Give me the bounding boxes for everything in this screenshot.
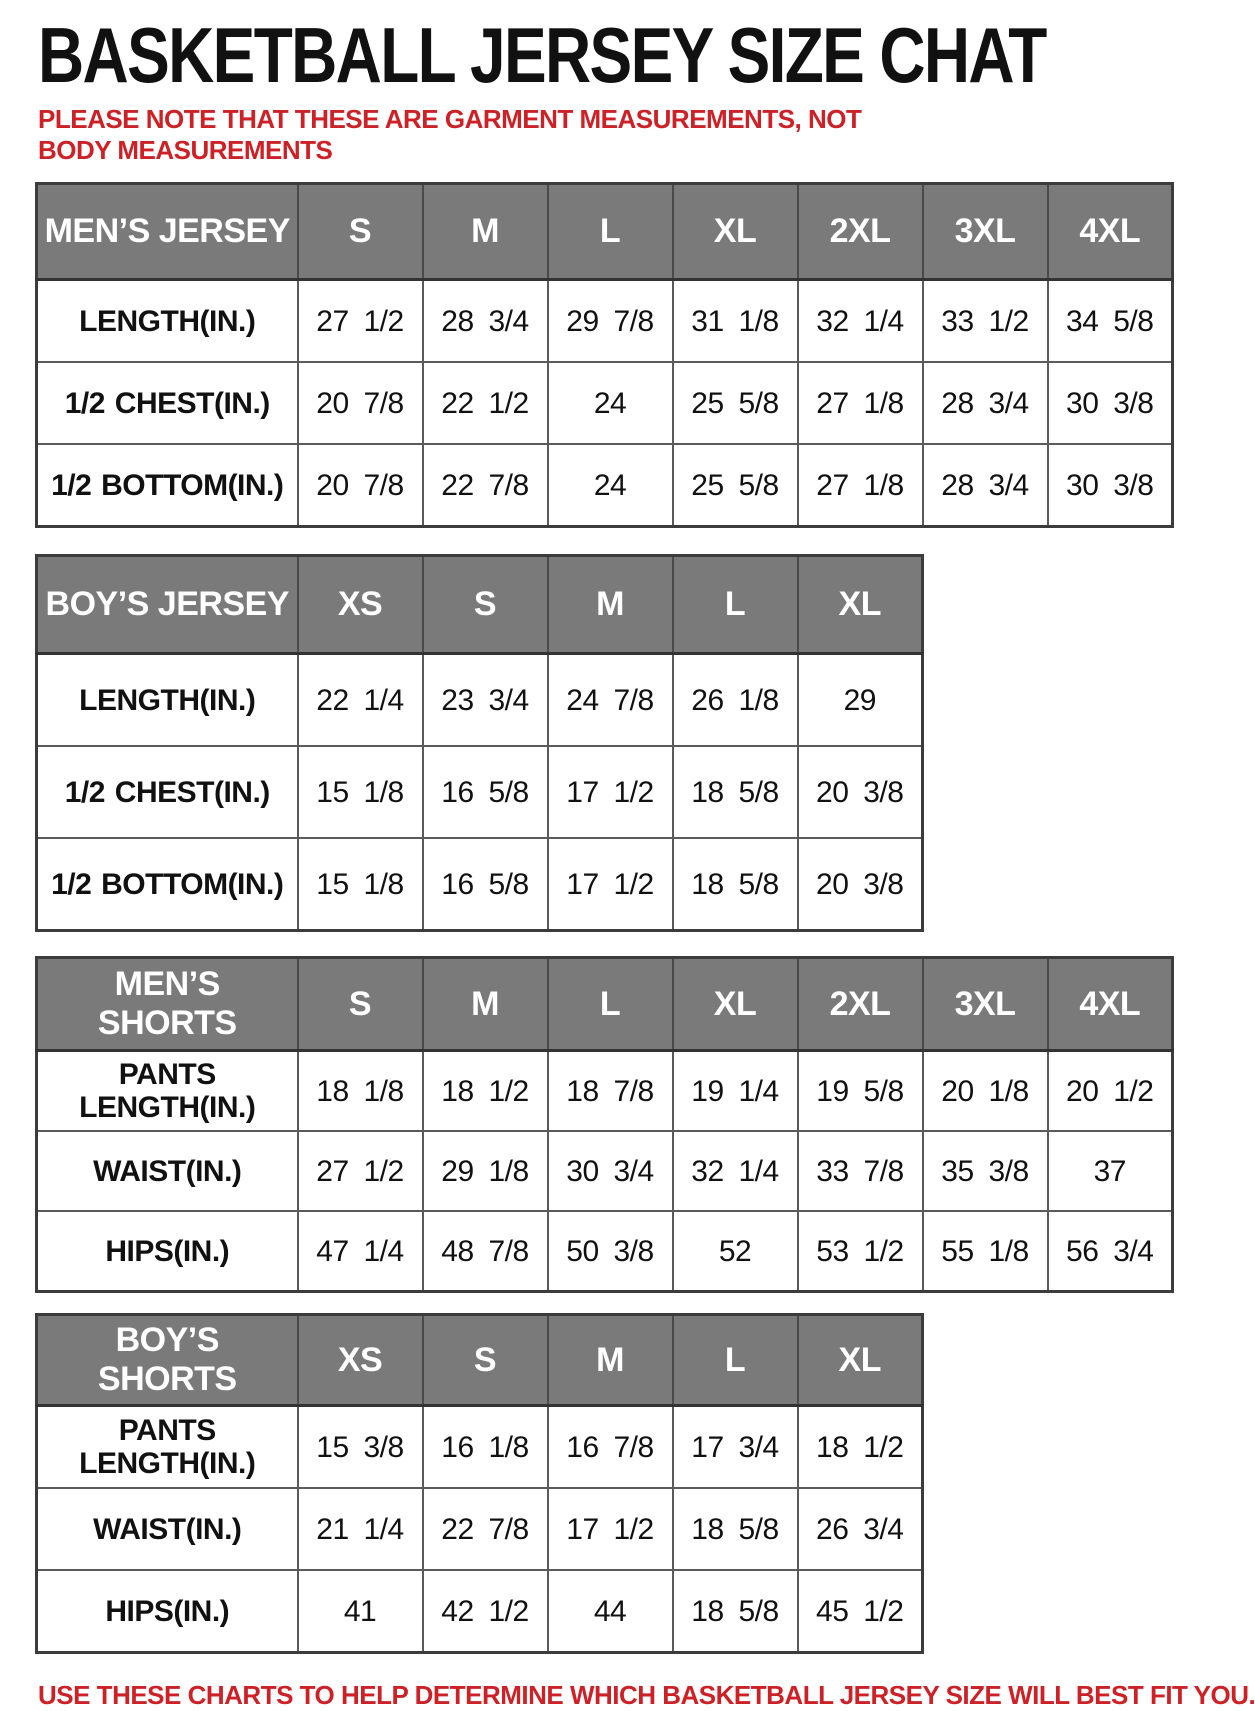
size-value-cell: 32 1/4 — [798, 280, 923, 363]
table-row — [37, 1051, 1173, 1132]
size-header-cell: 3XL — [923, 184, 1048, 280]
table-row — [37, 1211, 1173, 1292]
size-value-cell: 52 — [673, 1211, 798, 1292]
row-label-cell: PANTS LENGTH(IN.) — [37, 1406, 298, 1489]
size-value-cell: 20 7/8 — [298, 444, 423, 527]
size-value-cell: 56 3/4 — [1048, 1211, 1173, 1292]
size-header-cell: L — [548, 184, 673, 280]
table-row — [37, 362, 1173, 444]
size-value-cell: 15 1/8 — [298, 746, 423, 838]
size-value-cell: 18 1/2 — [423, 1051, 548, 1132]
size-value-cell: 20 1/2 — [1048, 1051, 1173, 1132]
size-header-cell: S — [298, 958, 423, 1051]
row-label-cell: PANTS LENGTH(IN.) — [37, 1051, 298, 1132]
size-chart-page — [0, 11, 1255, 1711]
size-value-cell: 28 3/4 — [923, 444, 1048, 527]
size-header-cell: 3XL — [923, 958, 1048, 1051]
size-value-cell: 20 3/8 — [798, 746, 923, 838]
size-value-cell: 30 3/8 — [1048, 444, 1173, 527]
fit-advice-note: USE THESE CHARTS TO HELP DETERMINE WHICH BASKETBALL JERSEY SIZE WILL BEST FIT YOU. — [38, 1680, 1255, 1711]
table-row — [37, 654, 923, 747]
size-header-cell: M — [548, 556, 673, 654]
size-header-cell: L — [673, 556, 798, 654]
size-value-cell: 18 7/8 — [548, 1051, 673, 1132]
boys-shorts-table-container — [35, 1313, 1200, 1654]
size-header-cell: XS — [298, 556, 423, 654]
size-value-cell: 27 1/8 — [798, 444, 923, 527]
size-value-cell: 22 1/4 — [298, 654, 423, 747]
size-value-cell: 19 5/8 — [798, 1051, 923, 1132]
size-header-cell: XL — [673, 958, 798, 1051]
table-row — [37, 1488, 923, 1570]
row-label-cell: WAIST(IN.) — [37, 1131, 298, 1211]
size-value-cell: 28 3/4 — [423, 280, 548, 363]
size-value-cell: 18 5/8 — [673, 838, 798, 931]
size-header-cell: S — [298, 184, 423, 280]
size-value-cell: 20 1/8 — [923, 1051, 1048, 1132]
size-value-cell: 42 1/2 — [423, 1570, 548, 1653]
size-value-cell: 30 3/4 — [548, 1131, 673, 1211]
mens-shorts-table — [35, 956, 1174, 1293]
table-row — [37, 280, 1173, 363]
size-value-cell: 18 5/8 — [673, 746, 798, 838]
size-header-cell: S — [423, 1315, 548, 1406]
size-value-cell: 20 3/8 — [798, 838, 923, 931]
garment-measurements-note: PLEASE NOTE THAT THESE ARE GARMENT MEASUREMENTS, NOT BODY MEASUREMENTS — [38, 104, 862, 166]
size-value-cell: 37 — [1048, 1131, 1173, 1211]
size-value-cell: 20 7/8 — [298, 362, 423, 444]
size-value-cell: 24 — [548, 362, 673, 444]
size-value-cell: 22 7/8 — [423, 1488, 548, 1570]
size-value-cell: 27 1/8 — [798, 362, 923, 444]
size-value-cell: 16 7/8 — [548, 1406, 673, 1489]
size-value-cell: 35 3/8 — [923, 1131, 1048, 1211]
size-header-cell: L — [548, 958, 673, 1051]
boys-shorts-title-cell: BOY’S SHORTS — [37, 1315, 298, 1406]
size-value-cell: 30 3/8 — [1048, 362, 1173, 444]
size-value-cell: 44 — [548, 1570, 673, 1653]
table-row — [37, 444, 1173, 527]
size-value-cell: 23 3/4 — [423, 654, 548, 747]
mens-jersey-table-container — [35, 182, 1200, 528]
size-value-cell: 34 5/8 — [1048, 280, 1173, 363]
size-value-cell: 18 1/2 — [798, 1406, 923, 1489]
mens-jersey-header-row — [37, 184, 1173, 280]
size-value-cell: 25 5/8 — [673, 444, 798, 527]
size-value-cell: 32 1/4 — [673, 1131, 798, 1211]
row-label-cell: 1/2 CHEST(IN.) — [37, 746, 298, 838]
size-header-cell: XL — [673, 184, 798, 280]
row-label-cell: 1/2 BOTTOM(IN.) — [37, 838, 298, 931]
row-label-cell: 1/2 CHEST(IN.) — [37, 362, 298, 444]
size-value-cell: 24 7/8 — [548, 654, 673, 747]
row-label-cell: 1/2 BOTTOM(IN.) — [37, 444, 298, 527]
size-header-cell: S — [423, 556, 548, 654]
size-value-cell: 15 3/8 — [298, 1406, 423, 1489]
size-value-cell: 48 7/8 — [423, 1211, 548, 1292]
mens-shorts-header-row — [37, 958, 1173, 1051]
boys-shorts-header-row — [37, 1315, 923, 1406]
row-label-cell: WAIST(IN.) — [37, 1488, 298, 1570]
size-value-cell: 19 1/4 — [673, 1051, 798, 1132]
boys-shorts-table — [35, 1313, 924, 1654]
size-header-cell: 4XL — [1048, 184, 1173, 280]
size-header-cell: XL — [798, 556, 923, 654]
size-value-cell: 50 3/8 — [548, 1211, 673, 1292]
size-value-cell: 17 1/2 — [548, 838, 673, 931]
size-value-cell: 17 1/2 — [548, 1488, 673, 1570]
size-value-cell: 33 1/2 — [923, 280, 1048, 363]
size-value-cell: 16 5/8 — [423, 838, 548, 931]
mens-shorts-table-container — [35, 956, 1200, 1293]
size-header-cell: 2XL — [798, 958, 923, 1051]
size-value-cell: 26 3/4 — [798, 1488, 923, 1570]
size-value-cell: 55 1/8 — [923, 1211, 1048, 1292]
size-header-cell: 2XL — [798, 184, 923, 280]
table-row — [37, 746, 923, 838]
size-value-cell: 16 5/8 — [423, 746, 548, 838]
size-value-cell: 53 1/2 — [798, 1211, 923, 1292]
size-header-cell: M — [548, 1315, 673, 1406]
row-label-cell: HIPS(IN.) — [37, 1211, 298, 1292]
size-value-cell: 25 5/8 — [673, 362, 798, 444]
size-header-cell: L — [673, 1315, 798, 1406]
size-value-cell: 41 — [298, 1570, 423, 1653]
size-value-cell: 17 1/2 — [548, 746, 673, 838]
table-row — [37, 1131, 1173, 1211]
boys-jersey-table — [35, 554, 924, 932]
size-value-cell: 29 1/8 — [423, 1131, 548, 1211]
size-value-cell: 22 7/8 — [423, 444, 548, 527]
row-label-cell: LENGTH(IN.) — [37, 280, 298, 363]
size-value-cell: 31 1/8 — [673, 280, 798, 363]
size-value-cell: 22 1/2 — [423, 362, 548, 444]
mens-shorts-title-cell: MEN’S SHORTS — [37, 958, 298, 1051]
size-value-cell: 33 7/8 — [798, 1131, 923, 1211]
size-value-cell: 26 1/8 — [673, 654, 798, 747]
size-header-cell: XL — [798, 1315, 923, 1406]
boys-jersey-table-container — [35, 554, 1200, 932]
mens-jersey-title-cell: MEN’S JERSEY — [37, 184, 298, 280]
row-label-cell: LENGTH(IN.) — [37, 654, 298, 747]
size-value-cell: 47 1/4 — [298, 1211, 423, 1292]
boys-jersey-header-row — [37, 556, 923, 654]
size-value-cell: 17 3/4 — [673, 1406, 798, 1489]
boys-jersey-title-cell: BOY’S JERSEY — [37, 556, 298, 654]
size-value-cell: 15 1/8 — [298, 838, 423, 931]
size-value-cell: 29 7/8 — [548, 280, 673, 363]
size-value-cell: 18 1/8 — [298, 1051, 423, 1132]
size-header-cell: M — [423, 958, 548, 1051]
table-row — [37, 1570, 923, 1653]
size-header-cell: 4XL — [1048, 958, 1173, 1051]
size-value-cell: 29 — [798, 654, 923, 747]
size-value-cell: 24 — [548, 444, 673, 527]
size-value-cell: 18 5/8 — [673, 1488, 798, 1570]
page-title: BASKETBALL JERSEY SIZE CHAT — [38, 11, 1046, 99]
size-value-cell: 27 1/2 — [298, 1131, 423, 1211]
size-value-cell: 16 1/8 — [423, 1406, 548, 1489]
row-label-cell: HIPS(IN.) — [37, 1570, 298, 1653]
size-header-cell: M — [423, 184, 548, 280]
size-value-cell: 21 1/4 — [298, 1488, 423, 1570]
table-row — [37, 1406, 923, 1489]
size-header-cell: XS — [298, 1315, 423, 1406]
size-value-cell: 28 3/4 — [923, 362, 1048, 444]
size-value-cell: 18 5/8 — [673, 1570, 798, 1653]
size-value-cell: 27 1/2 — [298, 280, 423, 363]
table-row — [37, 838, 923, 931]
mens-jersey-table — [35, 182, 1174, 528]
size-value-cell: 45 1/2 — [798, 1570, 923, 1653]
